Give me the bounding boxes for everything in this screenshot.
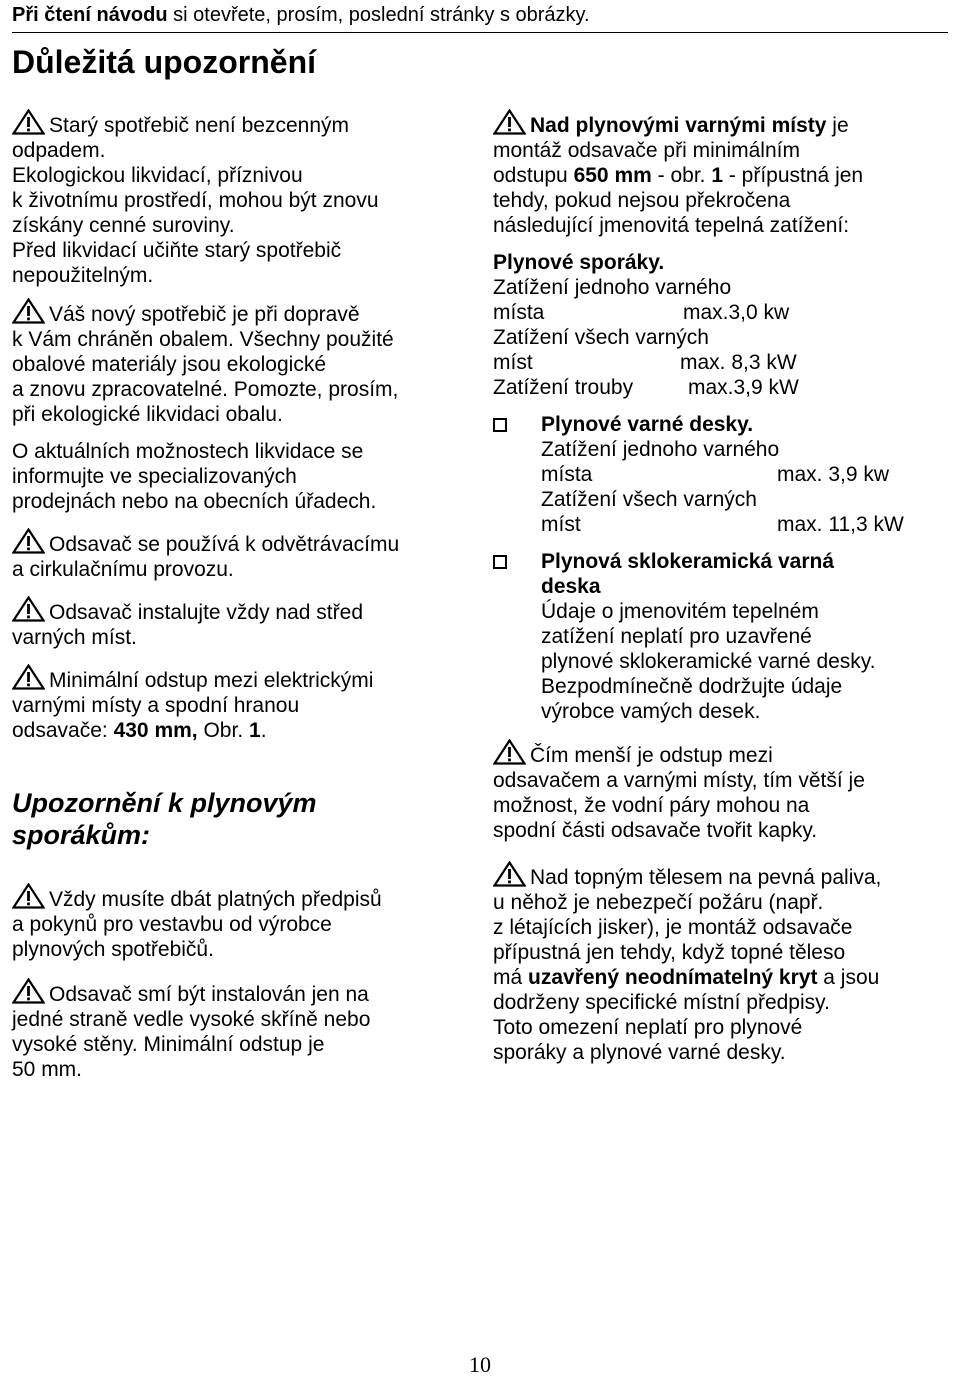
figure-ref-number: 1 [249,719,261,742]
warning-icon [12,528,45,554]
checkbox-icon [493,555,507,569]
regulations-paragraph [12,883,467,962]
gas-hob-distance-text-2: - přípustná jen tehdy, pokud nejsou překročena následující jmenovitá tepelná zatížení: [493,164,864,237]
checkbox-icon [493,418,507,432]
spec-label: míst [541,513,581,536]
right-column [493,109,948,1065]
gas-stoves-heading: Plynové sporáky. [493,251,665,274]
min-distance-value: 430 mm, [113,719,198,742]
header-note-bold: Při čtení návodu [12,4,168,26]
spec-value: max. 3,9 kw [777,463,890,486]
min-distance-text: Minimální odstup mezi elektrickými varnými místy a spodní hranou odsavače: [12,669,374,742]
gas-hob-distance-paragraph [493,109,948,238]
warning-icon [493,861,526,887]
warning-icon [493,109,526,135]
gas-hob-figure-number: 1 [711,164,724,187]
spec-label: míst [493,351,533,374]
ceramic-hob-heading: Plynová sklokeramická varná deska [541,550,835,598]
spec-label: místa [493,301,545,324]
period: . [260,719,267,742]
warning-icon [12,664,45,690]
spec-label: Zatížení trouby [493,376,634,399]
packaging-text: Váš nový spotřebič je při dopravě k Vám chráněn obalem. Všechny použité obalové materiály jsou ekologické a znovu zpracovatelné. Pomozte, prosím, při ekologické likvidaci obalu. [12,303,399,426]
disposal-paragraph [12,109,467,288]
regulations-text: Vždy musíte dbát platných předpisů a pokynů pro vestavbu od výrobce plynových spotřebičů. [12,888,382,961]
spec-line: Zatížení jednoho varného [493,276,732,299]
gas-section-heading: Upozornění k plynovým sporákům: [12,788,317,850]
gas-hob-distance-value: 650 mm [573,164,652,187]
side-install-text: Odsavač smí být instalován jen na jedné straně vedle vysoké skříně nebo vysoké stěny. Minimální odstup je 50 mm. [12,983,371,1081]
usage-paragraph [12,528,467,582]
solid-fuel-bold: uzavřený neodnímatelný kryt [528,966,818,989]
warning-icon [12,978,45,1004]
gas-hobs-heading: Plynové varné desky. [541,413,754,436]
usage-text: Odsavač se používá k odvětrávacímu a cirkulačnímu provozu. [12,533,400,581]
ceramic-hob-item [493,549,948,724]
spec-line: Zatížení všech varných [541,488,757,511]
page-number: 10 [469,1352,491,1377]
solid-fuel-paragraph [493,861,948,1065]
spec-row [541,512,948,537]
gas-stoves-specs [493,275,948,400]
spec-value: max. 11,3 kW [777,513,904,536]
gas-hobs-item [493,412,948,537]
spec-value: max.3,9 kW [688,376,799,399]
spec-row [493,350,948,375]
warning-icon [12,298,45,324]
min-distance-paragraph [12,664,467,743]
packaging-paragraph [12,298,467,427]
spec-line: Zatížení jednoho varného [541,438,780,461]
gas-hob-distance-text: je montáž odsavače při minimálním odstupu [493,114,849,187]
figure-ref-label: Obr. [197,719,249,742]
gas-hob-figure-label: - obr. [651,164,712,187]
spec-line: Zatížení všech varných [493,326,709,349]
warning-icon [493,739,526,765]
header-note-text: si otevřete, prosím, poslední stránky s obrázky. [167,4,590,26]
page-title: Důležitá upozornění [12,44,316,80]
warning-icon [12,883,45,909]
install-center-paragraph [12,596,467,650]
solid-fuel-text-2: a jsou dodrženy specifické místní předpisy. Toto omezení neplatí pro plynové sporáky a plynové varné desky. [493,966,880,1064]
disposal-info-paragraph: O aktuálních možnostech likvidace se informujte ve specializovaných prodejnách nebo na obecních úřadech. [12,440,377,513]
side-install-paragraph [12,978,467,1082]
header-note [12,0,948,33]
condensation-paragraph [493,739,948,843]
disposal-text: Starý spotřebič není bezcenným odpadem. Ekologickou likvidací, příznivou k životnímu prostředí, mohou být znovu získány cenné suroviny. Před likvidací učiňte starý spotřebič nepoužitelným. [12,114,379,287]
gas-hob-distance-bold: Nad plynovými varnými místy [530,114,827,137]
spec-row [541,462,948,487]
install-center-text: Odsavač instalujte vždy nad střed varných míst. [12,601,363,649]
ceramic-hob-text: Údaje o jmenovitém tepelném zatížení neplatí pro uzavřené plynové sklokeramické varné desky. Bezpodmínečně dodržujte údaje výrobce vamých desek. [541,600,876,723]
condensation-text: Čím menší je odstup mezi odsavačem a varnými místy, tím větší je možnost, že vodní páry mohou na spodní části odsavače tvořit kapky. [493,744,865,842]
spec-value: max.3,0 kw [683,301,790,324]
spec-value: max. 8,3 kW [680,351,797,374]
solid-fuel-text: Nad topným tělesem na pevná paliva, u něhož je nebezpečí požáru (např. z létajících jisker), je montáž odsavače přípustná jen tehdy, když topné těleso má [493,866,882,989]
spec-row [493,375,948,400]
spec-label: místa [541,463,593,486]
spec-row [493,300,948,325]
warning-icon [12,596,45,622]
warning-icon [12,109,45,135]
left-column [12,109,467,1082]
